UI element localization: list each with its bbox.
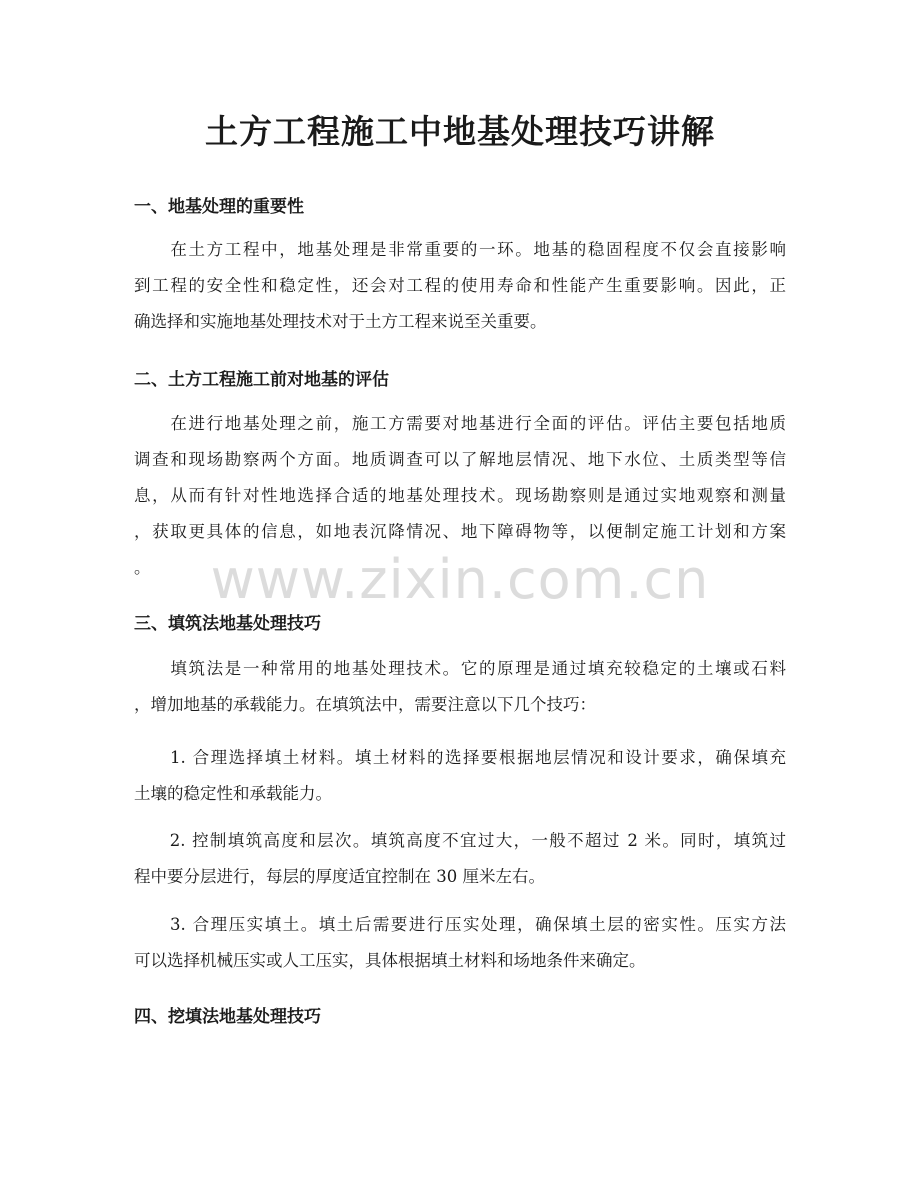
text-line: 在土方工程中，地基处理是非常重要的一环。地基的稳固程度不仅会直接影响: [134, 240, 786, 259]
text-line: 土壤的稳定性和承载能力。: [134, 784, 332, 803]
section-2-paragraph-1: [134, 406, 786, 586]
text-line: ，增加地基的承载能力。在填筑法中，需要注意以下几个技巧：: [134, 695, 596, 714]
text-line: 3. 合理压实填土。填土后需要进行压实处理，确保填土层的密实性。压实方法: [134, 915, 786, 934]
section-heading-3: 三、填筑法地基处理技巧: [134, 614, 321, 634]
section-3-item-2: [134, 823, 786, 895]
text-line: 在进行地基处理之前，施工方需要对地基进行全面的评估。评估主要包括地质: [134, 414, 786, 433]
text-line: 息，从而有针对性地选择合适的地基处理技术。现场勘察则是通过实地观察和测量: [134, 486, 786, 505]
text-line: 可以选择机械压实或人工压实，具体根据填土材料和场地条件来确定。: [134, 951, 646, 970]
page-title: 土方工程施工中地基处理技巧讲解: [205, 112, 715, 151]
section-1-paragraph-1: [134, 232, 786, 340]
section-3-item-1: [134, 740, 786, 812]
text-line: 确选择和实施地基处理技术对于土方工程来说至关重要。: [134, 312, 547, 331]
section-3-item-3: [134, 907, 786, 979]
text-line: 到工程的安全性和稳定性，还会对工程的使用寿命和性能产生重要影响。因此，正: [134, 276, 786, 295]
text-line: 1. 合理选择填土材料。填土材料的选择要根据地层情况和设计要求，确保填充: [134, 748, 786, 767]
text-line: 。: [134, 558, 151, 577]
text-line: 调查和现场勘察两个方面。地质调查可以了解地层情况、地下水位、土质类型等信: [134, 450, 786, 469]
section-heading-4: 四、挖填法地基处理技巧: [134, 1007, 321, 1027]
section-heading-1: 一、地基处理的重要性: [134, 197, 304, 217]
section-heading-2: 二、土方工程施工前对地基的评估: [134, 370, 389, 390]
section-3-paragraph-1: [134, 651, 786, 723]
watermark: www.zixin.com.cn: [210, 548, 710, 611]
text-line: ，获取更具体的信息，如地表沉降情况、地下障碍物等，以便制定施工计划和方案: [134, 522, 786, 541]
text-line: 程中要分层进行，每层的厚度适宜控制在 30 厘米左右。: [134, 867, 545, 886]
text-line: 2. 控制填筑高度和层次。填筑高度不宜过大，一般不超过 2 米。同时，填筑过: [134, 831, 786, 850]
text-line: 填筑法是一种常用的地基处理技术。它的原理是通过填充较稳定的土壤或石料: [134, 659, 786, 678]
